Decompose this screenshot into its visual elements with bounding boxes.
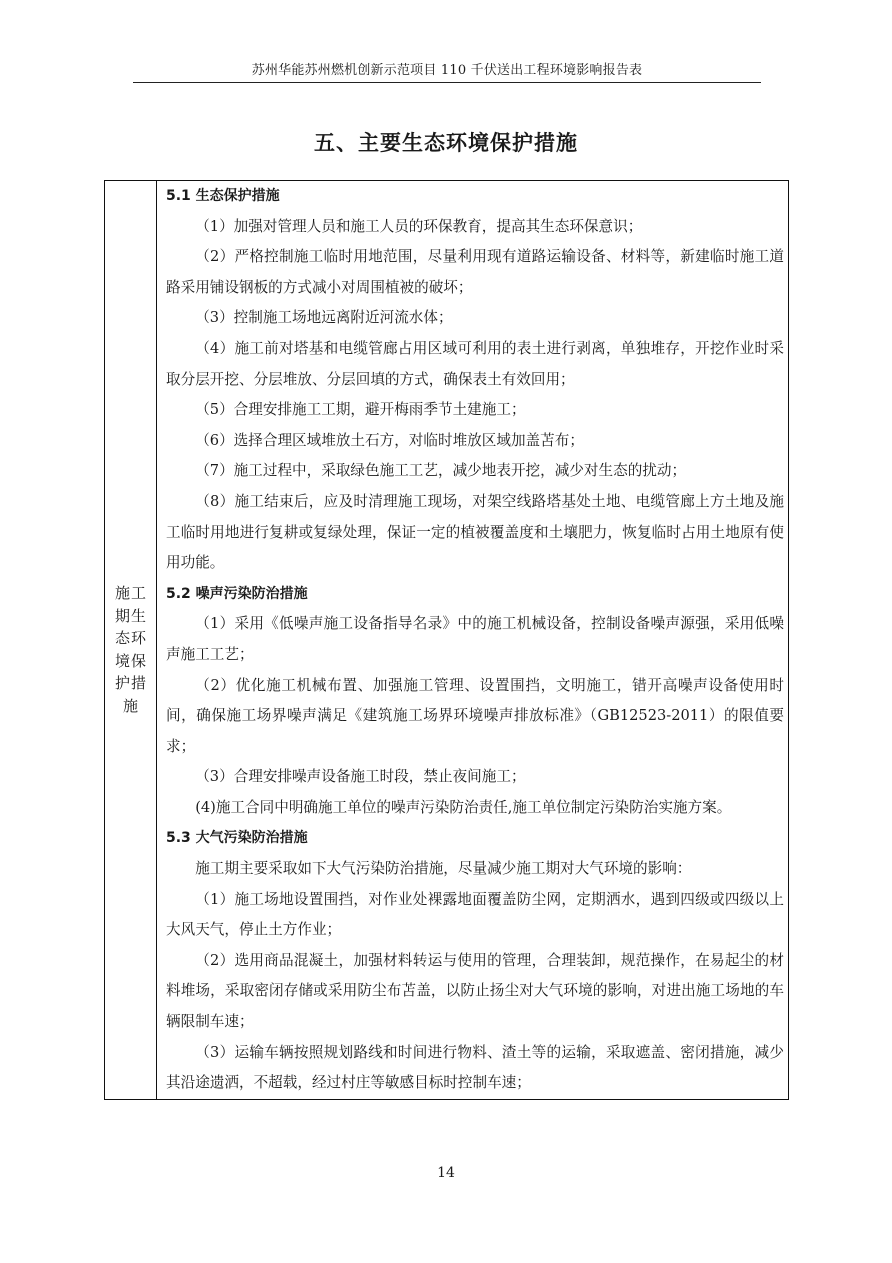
paragraph: （7）施工过程中，采取绿色施工工艺，减少地表开挖，减少对生态的扰动； [195,462,687,480]
paragraph: （2）选用商品混凝土，加强材料转运与使用的管理，合理装卸，规范操作，在易起尘的材料堆场，采取密闭存储或采用防尘布苫盖，以防止扬尘对大气环境的影响，对进出施工场地的车辆限制车速； [166,951,784,1031]
paragraph: 施工期主要采取如下大气污染防治措施，尽量减少施工期对大气环境的影响： [195,860,692,878]
section-heading-ecology: 5.1 生态保护措施 [166,188,280,204]
document-header: 苏州华能苏州燃机创新示范项目 110 千伏送出工程环境影响报告表 [251,63,643,78]
paragraph: （8）施工结束后，应及时清理施工现场，对架空线路塔基处土地、电缆管廊上方土地及施工临时用地进行复耕或复绿处理，保证一定的植被覆盖度和土壤肥力，恢复临时占用土地原有使用功能。 [166,492,784,572]
paragraph: （4）施工前对塔基和电缆管廊占用区域可利用的表土进行剥离，单独堆存，开挖作业时采取分层开挖、分层堆放、分层回填的方式，确保表土有效回用； [166,339,784,388]
paragraph: （1）加强对管理人员和施工人员的环保教育，提高其生态环保意识； [195,217,643,235]
paragraph: （1）采用《低噪声施工设备指导名录》中的施工机械设备，控制设备噪声源强，采用低噪声施工工艺； [166,615,784,663]
paragraph: （3）控制施工场地远离附近河流水体； [195,309,453,327]
paragraph: （5）合理安排施工工期，避开梅雨季节土建施工； [195,401,526,419]
paragraph: （2）严格控制施工临时用地范围，尽量利用现有道路运输设备、材料等，新建临时施工道路采用铺设钢板的方式减小对周围植被的破坏； [166,248,784,296]
paragraph: （3）运输车辆按照规划路线和时间进行物料、渣土等的运输，采取遮盖、密闭措施，减少其沿途遗洒，不超载，经过村庄等敏感目标时控制车速； [166,1043,784,1092]
paragraph: (4)施工合同中明确施工单位的噪声污染防治责任,施工单位制定污染防治实施方案。 [195,798,732,816]
category-column [105,181,157,1099]
measures-content [166,181,784,1099]
measures-table [104,180,789,1100]
paragraph: （3）合理安排噪声设备施工时段，禁止夜间施工； [195,768,526,786]
section-title: 五、主要生态环境保护措施 [314,131,578,155]
paragraph: （1）施工场地设置围挡，对作业处裸露地面覆盖防尘网，定期洒水，遇到四级或四级以上大风天气，停止土方作业； [166,890,784,939]
paragraph: （2）优化施工机械布置、加强施工管理、设置围挡，文明施工，错开高噪声设备使用时间，确保施工场界噪声满足《建筑施工场界环境噪声排放标准》（GB12523-2011）的限值要求； [166,676,784,755]
section-heading-air: 5.3 大气污染防治措施 [166,830,308,847]
page-number: 14 [437,1165,455,1181]
header-divider [133,82,761,83]
paragraph: （6）选择合理区域堆放土石方，对临时堆放区域加盖苫布； [195,431,584,449]
section-heading-noise: 5.2 噪声污染防治措施 [166,585,308,602]
category-label: 施工期生态环境保护措施 [114,584,147,715]
